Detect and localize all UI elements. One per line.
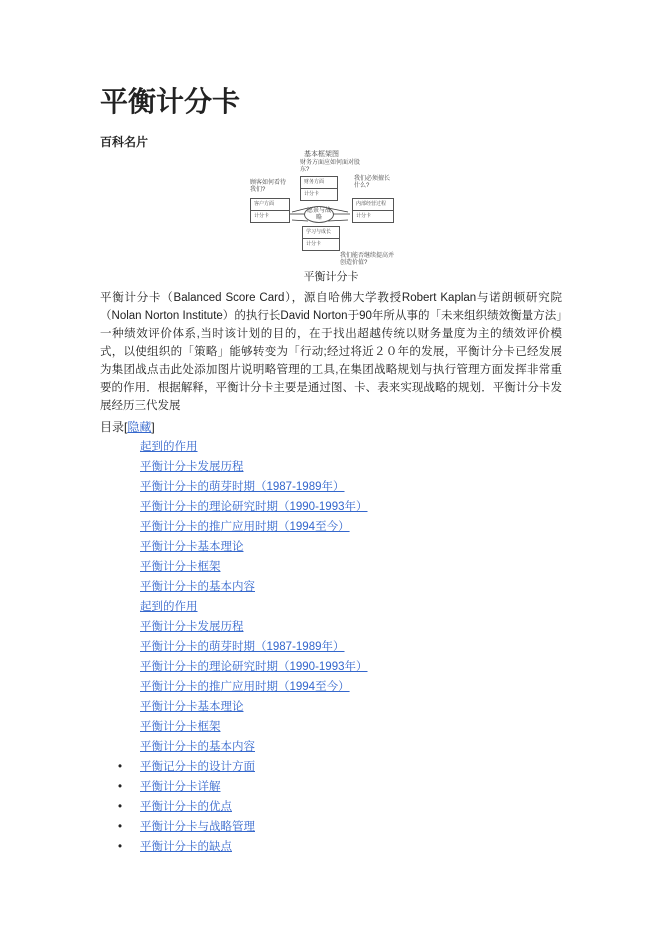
internal-process-box: 内部经营过程 计分卡 [352, 198, 394, 223]
bullet-icon: • [118, 801, 123, 813]
toc-link[interactable]: 平衡计分卡的基本内容 [140, 581, 255, 593]
toc-link[interactable]: 平衡计分卡基本理论 [140, 701, 244, 713]
toc-label: 目录[ [100, 420, 128, 434]
toc-list [118, 437, 562, 857]
toc-item [140, 737, 562, 757]
toc-item [118, 817, 562, 837]
toc-item [140, 577, 562, 597]
diagram-note: 我们能否继续提高并创造价值? [340, 253, 395, 266]
toc-link[interactable]: 平衡计分卡的萌芽时期（1987-1989年） [140, 641, 345, 653]
toc-item [140, 437, 562, 457]
content-flow [100, 289, 562, 857]
toc-item [140, 697, 562, 717]
toc-link[interactable]: 平衡计分卡详解 [140, 781, 221, 793]
toc-item [140, 617, 562, 637]
diagram-title: 基本框架图 [304, 151, 339, 158]
diagram-note: 我们必须擅长什么? [354, 176, 391, 189]
toc-item [140, 677, 562, 697]
toc-link[interactable]: 平衡计分卡发展历程 [140, 461, 244, 473]
toc-link[interactable]: 平衡计分卡的缺点 [140, 841, 232, 853]
toc-link[interactable]: 平衡计分卡的理论研究时期（1990-1993年） [140, 501, 368, 513]
toc-item [140, 457, 562, 477]
balanced-scorecard-diagram [248, 150, 398, 268]
toc-link[interactable]: 平衡计分卡框架 [140, 721, 221, 733]
toc-item [118, 777, 562, 797]
toc-link[interactable]: 平衡计分卡的萌芽时期（1987-1989年） [140, 481, 345, 493]
toc-link[interactable]: 平衡计分卡的基本内容 [140, 741, 255, 753]
toc-item [118, 797, 562, 817]
vision-strategy-ellipse: 愿景与战略 [304, 206, 334, 223]
diagram-note: 顾客如何看待我们? [250, 180, 287, 193]
toc-hide-link[interactable]: 隐藏 [127, 420, 152, 434]
toc-item [140, 657, 562, 677]
toc-item [140, 637, 562, 657]
diagram-note: 财务方面应如何面对股东? [300, 160, 361, 173]
toc-item [140, 557, 562, 577]
learning-growth-box: 学习与成长 计分卡 [302, 226, 340, 251]
toc-link[interactable]: 平衡计分卡发展历程 [140, 621, 244, 633]
toc-item [140, 717, 562, 737]
toc-item [140, 517, 562, 537]
toc-link[interactable]: 平衡计分卡基本理论 [140, 541, 244, 553]
toc-item [140, 477, 562, 497]
customer-box: 客户方面 计分卡 [250, 198, 290, 223]
page-title: 平衡计分卡 [100, 86, 241, 117]
figure-caption: 平衡计分卡 [303, 271, 359, 283]
toc-header [100, 417, 562, 437]
bullet-icon: • [118, 761, 123, 773]
toc-link[interactable]: 平衡计分卡框架 [140, 561, 221, 573]
toc-link[interactable]: 平衡计分卡的推广应用时期（1994至今） [140, 521, 350, 533]
intro-paragraph: 平衡计分卡（Balanced Score Card），源自哈佛大学教授Robert Kaplan与诺朗顿研究院（Nolan Norton Institute）的执行长David Norton于90年所从事的「未来组织绩效衡量方法」一种绩效评价体系,当时该计划的目的，在于找出超越传统以财务量度为主的绩效评价模式，以使组织的「策略」能够转变为「行动;经过将近２０年的发展，平衡计分卡已经发展为集团战点击此处添加图片说明略管理的工具,在集团战略规划与执行管理方面发挥非常重要的作用．根据解释，平衡计分卡主要是通过图、卡、表来实现战略的规划．平衡计分卡发展经历三代发展 [100, 292, 562, 412]
bullet-icon: • [118, 821, 123, 833]
toc-link[interactable]: 起到的作用 [140, 441, 198, 453]
toc-link[interactable]: 平衡计分卡的理论研究时期（1990-1993年） [140, 661, 368, 673]
toc-item [118, 757, 562, 777]
section-heading: 百科名片 [100, 135, 149, 149]
toc-link[interactable]: 平衡计分卡的推广应用时期（1994至今） [140, 681, 350, 693]
toc-link[interactable]: 平衡计分卡的优点 [140, 801, 232, 813]
financial-box: 财务方面 计分卡 [300, 176, 338, 201]
toc-bracket: ] [151, 420, 155, 434]
toc-link[interactable]: 起到的作用 [140, 601, 198, 613]
toc-link[interactable]: 平衡计分卡与战略管理 [140, 821, 255, 833]
toc-item [140, 497, 562, 517]
toc-link[interactable]: 平衡记分卡的设计方面 [140, 761, 255, 773]
bullet-icon: • [118, 841, 123, 853]
bullet-icon: • [118, 781, 123, 793]
toc-item [140, 537, 562, 557]
toc-item [118, 837, 562, 857]
toc-item [140, 597, 562, 617]
